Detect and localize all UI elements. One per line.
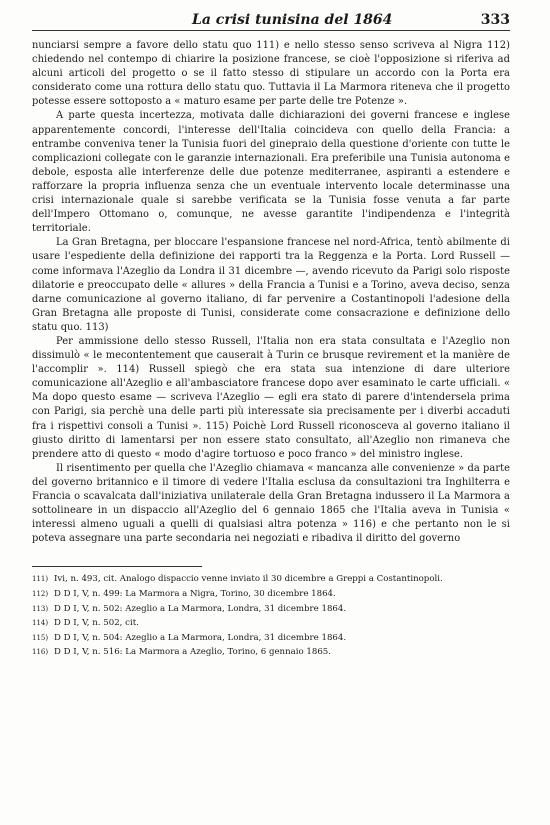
footnote-text: D D I, V, n. 502: Azeglio a La Marmora, Londra, 31 dicembre 1864. [54, 603, 347, 614]
footnote-number: 114) [32, 619, 49, 628]
footnote-number: 112) [32, 589, 49, 598]
footnote [32, 572, 510, 587]
footnote [32, 587, 510, 602]
footnote-text: D D I, V, n. 499: La Marmora a Nigra, Torino, 30 dicembre 1864. [54, 588, 336, 599]
paragraph: nunciarsi sempre a favore dello statu quo 111) e nello stesso senso scriveva al Nigra 112) chiedendo nel contempo di chiarire la posizione francese, se cioè l'opposizione si riferiva ad alcuni articoli del progetto o se il fatto stesso di stipulare un accordo con la Porta era considerato come una rottura dello statu quo. Tuttavia il La Marmora riteneva che il progetto potesse essere sottoposto a « maturo esame per parte delle tre Potenze ». [32, 40, 510, 108]
footnote-number: 111) [32, 575, 49, 584]
paragraph: La Gran Bretagna, per bloccare l'espansione francese nel nord-Africa, tentò abilmente di usare l'espediente della definizione dei rapporti tra la Reggenza e la Porta. Lord Russell — come informava l'Azeglio da Londra il 31 dicembre —, avendo ricevuto da Parigi solo risposte dilatorie e preoccupato delle « allures » della Francia a Tunisi e a Torino, aveva deciso, senza darne comunicazione al governo italiano, di far pervenire a Costantinopoli l'adesione della Gran Bretagna alle proposte di Tunisi, considerate come consacrazione e definizione dello statu quo. 113) [32, 237, 510, 333]
footnote-text: D D I, V, n. 516: La Marmora a Azeglio, Torino, 6 gennaio 1865. [54, 647, 331, 658]
page-number: 333 [480, 12, 510, 28]
footnote [32, 616, 510, 631]
footnote [32, 602, 510, 617]
header-rule [32, 30, 510, 31]
footnote-number: 113) [32, 604, 49, 613]
footnote-text: D D I, V, n. 504: Azeglio a La Marmora, Londra, 31 dicembre 1864. [54, 632, 347, 643]
footnote-text: Ivi, n. 493, cit. Analogo dispaccio venne inviato il 30 dicembre a Greppi a Costantinopoli. [54, 574, 443, 585]
footnote-rule [32, 566, 202, 567]
footnote-number: 115) [32, 633, 49, 642]
footnote [32, 631, 510, 646]
page-header [192, 12, 510, 28]
paragraph: A parte questa incertezza, motivata dalle dichiarazioni dei governi francese e inglese apparentemente concordi, l'interesse dell'Italia coincideva con quello della Francia: a entrambe conveniva tener la Tunisia fuori del ginepraio della questione d'oriente con tutte le complicazioni collegate con le garanzie internazionali. Era preferibile una Tunisia autonoma e debole, esposta alle interferenze delle due potenze mediterranee, aspiranti a estendere e rafforzare la propria influenza senza che un eventuale intervento locale determinasse una crisi internazionale quale si sarebbe verificata se la Tunisia fosse venuta a far parte dell'Impero Ottomano o, comunque, ne avesse garantite l'indipendenza e l'integrità territoriale. [32, 110, 510, 235]
footnote-number: 116) [32, 648, 49, 657]
paragraph: Il risentimento per quella che l'Azeglio chiamava « mancanza alle convenienze » da parte del governo britannico e il timore di vedere l'Italia esclusa da consultazioni tra Inghilterra e Francia o scavalcata dall'iniziativa unilaterale della Gran Bretagna indussero il La Marmora a sottolineare in un dispaccio all'Azeglio del 6 gennaio 1865 che l'Italia aveva in Tunisia « interessi almeno uguali a quelli di qualsiasi altra potenza » 116) e che pertanto non le si poteva assegnare una parte secondaria nei negoziati e ribadiva il diritto del governo [32, 462, 510, 545]
paragraph: Per ammissione dello stesso Russell, l'Italia non era stata consultata e l'Azeglio non dissimulò « le mecontentement que causerait à Turin ce brusque revirement et la manière de l'accomplir ». 114) Russell spiegò che era stata sua intenzione di dare ulteriore comunicazione all'Azeglio e all'ambasciatore francese dopo aver esaminato le carte ufficiali. « Ma dopo questo esame — scriveva l'Azeglio — egli era stato di parere d'intendersela prima con Parigi, sia perchè una delle parti più interessate sia precisamente per i diverbi accaduti fra i rispettivi consoli a Tunisi ». 115) Poichè Lord Russell riconosceva al governo italiano il giusto diritto di lamentarsi per non essere stato consultato, all'Azeglio non rimaneva che prendere atto di questo « modo d'agire tortuoso e poco franco » del ministro inglese. [32, 335, 510, 460]
footnotes [32, 572, 510, 660]
body-text [32, 39, 510, 546]
footnote-text: D D I, V, n. 502, cit. [54, 618, 139, 629]
running-title: La crisi tunisina del 1864 [192, 12, 393, 28]
footnote [32, 645, 510, 660]
